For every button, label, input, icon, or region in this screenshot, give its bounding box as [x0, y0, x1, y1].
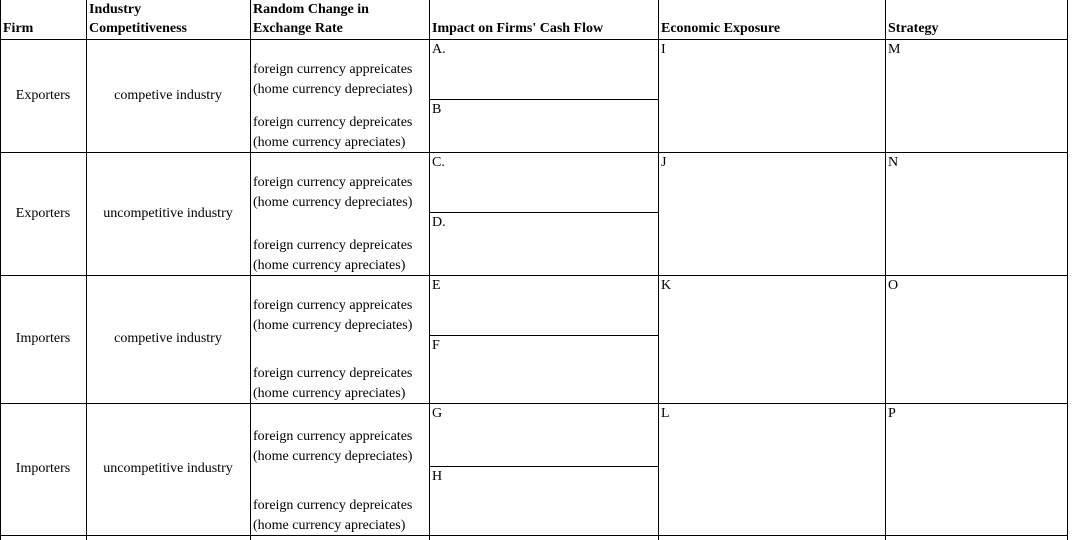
grid-line — [250, 0, 251, 540]
change-appreciate-line1: foreign currency appreicates — [253, 175, 413, 190]
header-competitiveness-line2: Competitiveness — [89, 21, 187, 36]
impact-cell: A. — [432, 42, 446, 57]
strategy-cell: M — [888, 42, 901, 57]
grid-line — [0, 403, 1068, 404]
impact-cell: G — [432, 406, 443, 421]
change-depreciate-line2: (home currency apreciates) — [253, 386, 406, 401]
grid-line — [0, 39, 1068, 40]
header-change-line2: Exchange Rate — [253, 21, 343, 36]
industry-cell: uncompetitive industry — [103, 461, 233, 476]
change-appreciate-line2: (home currency depreciates) — [253, 318, 413, 333]
impact-cell: E — [432, 278, 441, 293]
industry-cell: uncompetitive industry — [103, 206, 233, 221]
exposure-cell: L — [661, 406, 670, 421]
firm-cell: Exporters — [15, 206, 71, 221]
exposure-cell: J — [661, 155, 667, 170]
change-appreciate-line2: (home currency depreciates) — [253, 195, 413, 210]
grid-line — [0, 535, 1068, 536]
grid-line — [429, 466, 659, 467]
impact-cell: C. — [432, 155, 445, 170]
header-competitiveness-line1: Industry — [89, 2, 142, 17]
header-firm: Firm — [3, 21, 34, 36]
change-depreciate-line1: foreign currency depreicates — [253, 238, 413, 253]
impact-cell: H — [432, 469, 443, 484]
grid-line — [0, 152, 1068, 153]
change-depreciate-line2: (home currency apreciates) — [253, 518, 406, 533]
exposure-cell: I — [661, 42, 666, 57]
grid-line — [885, 0, 886, 540]
industry-cell: competive industry — [114, 331, 222, 346]
grid-line — [429, 212, 659, 213]
grid-line — [429, 0, 430, 540]
strategy-cell: O — [888, 278, 899, 293]
impact-cell: F — [432, 338, 440, 353]
firm-cell: Importers — [15, 331, 71, 346]
change-appreciate-line1: foreign currency appreicates — [253, 429, 413, 444]
exposure-cell: K — [661, 278, 672, 293]
strategy-cell: P — [888, 406, 896, 421]
grid-line — [429, 335, 659, 336]
grid-line — [658, 0, 659, 540]
change-depreciate-line1: foreign currency depreicates — [253, 498, 413, 513]
industry-cell: competive industry — [114, 88, 222, 103]
change-appreciate-line1: foreign currency appreicates — [253, 62, 413, 77]
impact-cell: B — [432, 102, 442, 117]
grid-line — [429, 99, 659, 100]
change-appreciate-line2: (home currency depreciates) — [253, 449, 413, 464]
change-depreciate-line1: foreign currency depreicates — [253, 366, 413, 381]
header-change-line1: Random Change in — [253, 2, 369, 17]
header-impact: Impact on Firms' Cash Flow — [432, 21, 604, 36]
change-depreciate-line2: (home currency apreciates) — [253, 258, 406, 273]
change-depreciate-line2: (home currency apreciates) — [253, 135, 406, 150]
change-depreciate-line1: foreign currency depreicates — [253, 115, 413, 130]
firm-cell: Exporters — [15, 88, 71, 103]
grid-line — [0, 275, 1068, 276]
header-exposure: Economic Exposure — [661, 21, 781, 36]
impact-cell: D. — [432, 215, 446, 230]
change-appreciate-line2: (home currency depreciates) — [253, 82, 413, 97]
grid-line — [1067, 0, 1068, 540]
strategy-cell: N — [888, 155, 899, 170]
change-appreciate-line1: foreign currency appreicates — [253, 298, 413, 313]
header-strategy: Strategy — [888, 21, 939, 36]
firm-cell: Importers — [15, 461, 71, 476]
